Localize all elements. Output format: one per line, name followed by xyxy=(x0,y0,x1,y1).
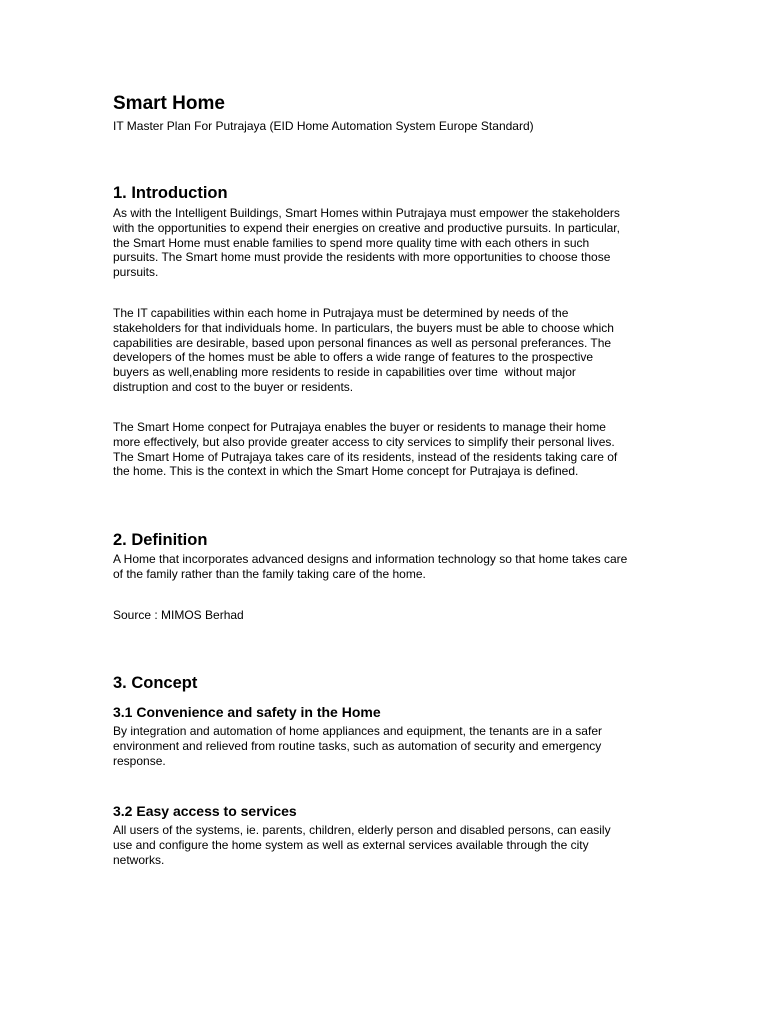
text-line: The Smart Home of Putrajaya takes care of its residents, instead of the residents taking care of xyxy=(113,449,618,464)
text-line: the home. This is the context in which the Smart Home concept for Putrajaya is defined. xyxy=(113,464,579,479)
text-line: networks. xyxy=(113,852,165,867)
text-line: developers of the homes must be able to offers a wide range of features to the prospective xyxy=(113,350,594,365)
text-line: A Home that incorporates advanced designs and information technology so that home takes care xyxy=(113,552,628,566)
definition-paragraph xyxy=(113,552,658,582)
document-subtitle: IT Master Plan For Putrajaya (EID Home Automation System Europe Standard) xyxy=(113,119,534,133)
text-line: of the family rather than the family taking care of the home. xyxy=(113,566,426,581)
text-line: All users of the systems, ie. parents, children, elderly person and disabled persons, can easily xyxy=(113,823,611,837)
concept-sub1-heading: 3.1 Convenience and safety in the Home xyxy=(113,704,381,720)
text-line: The Smart Home conpect for Putrajaya enables the buyer or residents to manage their home xyxy=(113,420,606,434)
text-line: distruption and cost to the buyer or residents. xyxy=(113,379,354,394)
text-line: The IT capabilities within each home in Putrajaya must be determined by needs of the xyxy=(113,306,569,320)
introduction-paragraph-2 xyxy=(113,306,658,395)
definition-source: Source : MIMOS Berhad xyxy=(113,608,244,622)
text-line: By integration and automation of home appliances and equipment, the tenants are in a safer xyxy=(113,724,602,738)
text-line: As with the Intelligent Buildings, Smart Homes within Putrajaya must empower the stakeholders xyxy=(113,206,620,220)
concept-sub2-heading: 3.2 Easy access to services xyxy=(113,803,297,819)
definition-heading: 2. Definition xyxy=(113,531,208,549)
concept-sub1-paragraph xyxy=(113,724,658,768)
text-line: use and configure the home system as well as external services available through the city xyxy=(113,837,589,852)
text-line: the Smart Home must enable families to spend more quality time with each others in such xyxy=(113,235,590,250)
text-line: more effectively, but also provide greater access to city services to simplify their personal lives. xyxy=(113,434,615,449)
text-line: capabilities are desirable, based upon personal finances as well as personal preferances. The xyxy=(113,335,612,350)
text-line: environment and relieved from routine tasks, such as automation of security and emergency xyxy=(113,738,602,753)
text-line: buyers as well,enabling more residents to reside in capabilities over time without major xyxy=(113,365,576,380)
introduction-paragraph-3 xyxy=(113,420,658,479)
introduction-paragraph-1 xyxy=(113,206,658,280)
text-line: response. xyxy=(113,753,166,768)
concept-sub2-paragraph xyxy=(113,823,658,867)
concept-heading: 3. Concept xyxy=(113,674,198,692)
text-line: stakeholders for that individuals home. In particulars, the buyers must be able to choose which xyxy=(113,320,614,335)
text-line: pursuits. The Smart home must provide the residents with more opportunities to choose those xyxy=(113,250,611,265)
text-line: with the opportunities to expend their energies on creative and productive pursuits. In particular, xyxy=(113,220,620,235)
introduction-heading: 1. Introduction xyxy=(113,184,228,202)
text-line: pursuits. xyxy=(113,265,159,280)
document-title: Smart Home xyxy=(113,93,225,114)
